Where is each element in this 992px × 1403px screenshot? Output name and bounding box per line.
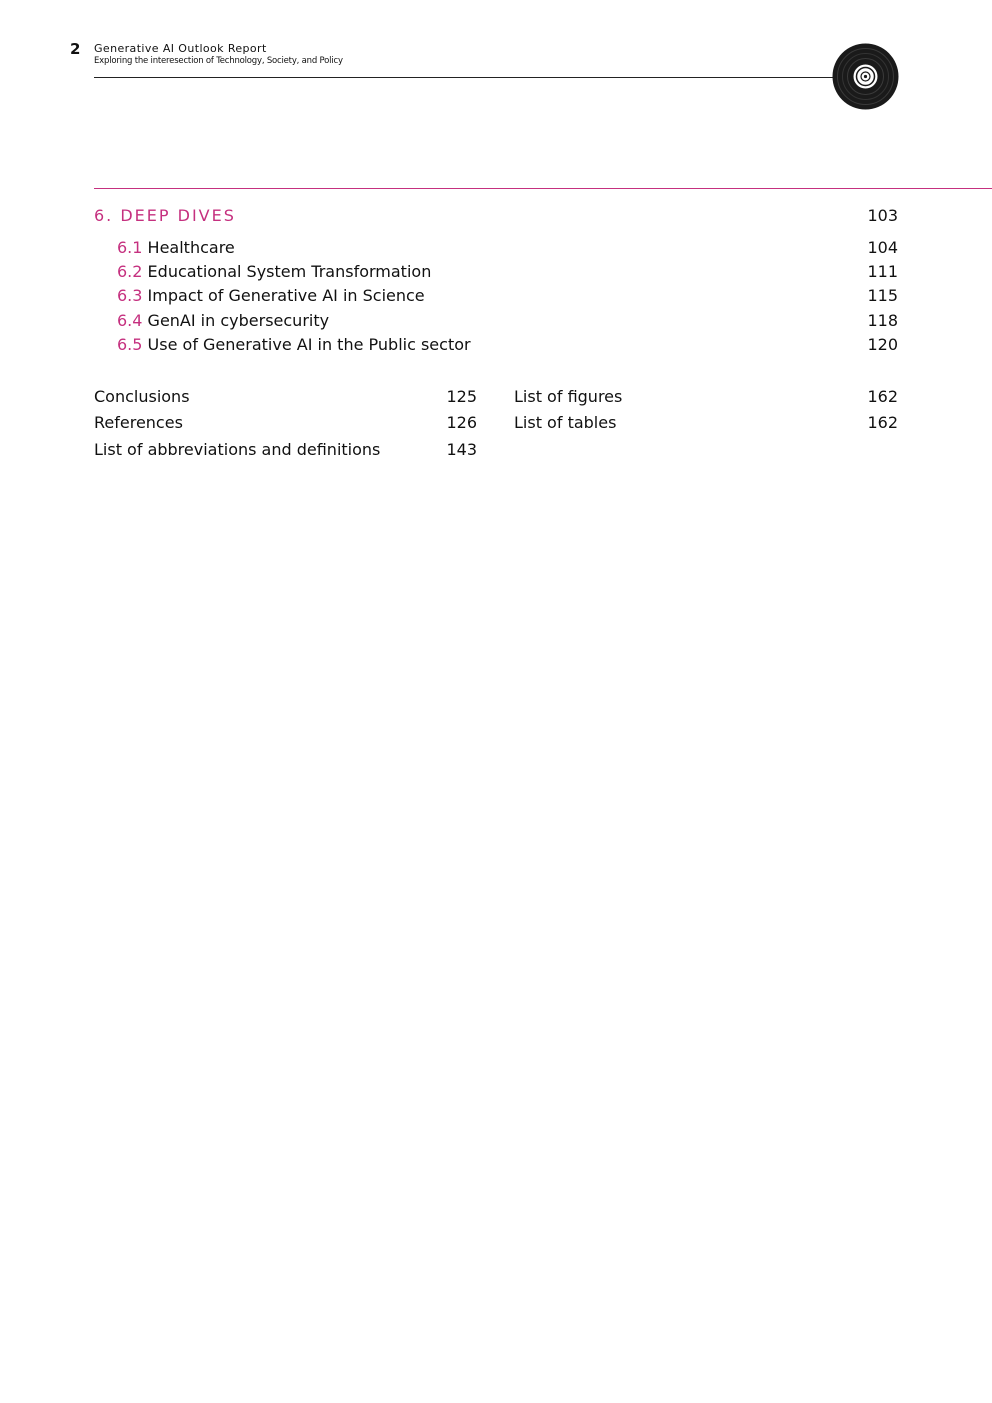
toc-entry-title: Impact of Generative AI in Science xyxy=(147,286,425,305)
toc-entry-number: 6.1 xyxy=(117,238,143,257)
toc-entry-page: 115 xyxy=(867,286,898,305)
toc-entry-list-of-tables[interactable]: List of tables xyxy=(514,413,617,432)
toc-entry-page: 125 xyxy=(446,387,477,406)
toc-entry-science[interactable] xyxy=(117,286,425,306)
toc-chapter-title[interactable]: 6. DEEP DIVES xyxy=(94,206,236,225)
report-subtitle: Exploring the interesection of Technology, Society, and Policy xyxy=(94,56,343,66)
header-divider xyxy=(94,77,834,78)
toc-entry-number: 6.3 xyxy=(117,286,143,305)
page-number: 2 xyxy=(70,40,81,58)
toc-entry-page: 120 xyxy=(867,335,898,354)
toc-entry-conclusions[interactable]: Conclusions xyxy=(94,387,190,406)
report-title: Generative AI Outlook Report xyxy=(94,42,267,55)
toc-entry-title: Use of Generative AI in the Public sector xyxy=(147,335,471,354)
vinyl-disc-icon xyxy=(832,43,899,110)
toc-entry-page: 118 xyxy=(867,311,898,330)
toc-entry-title: Educational System Transformation xyxy=(147,262,432,281)
toc-entry-abbreviations[interactable]: List of abbreviations and definitions xyxy=(94,440,381,459)
toc-entry-title: GenAI in cybersecurity xyxy=(147,311,330,330)
toc-chapter-page: 103 xyxy=(867,206,898,225)
toc-entry-number: 6.4 xyxy=(117,311,143,330)
toc-entry-public-sector[interactable] xyxy=(117,335,471,355)
chapter-divider xyxy=(94,188,992,189)
toc-entry-education[interactable] xyxy=(117,262,431,282)
toc-entry-page: 126 xyxy=(446,413,477,432)
toc-entry-healthcare[interactable] xyxy=(117,238,235,258)
toc-entry-title: Healthcare xyxy=(147,238,235,257)
toc-entry-page: 111 xyxy=(867,262,898,281)
toc-entry-number: 6.5 xyxy=(117,335,143,354)
toc-entry-page: 162 xyxy=(867,413,898,432)
toc-entry-references[interactable]: References xyxy=(94,413,183,432)
toc-entry-number: 6.2 xyxy=(117,262,143,281)
toc-entry-page: 162 xyxy=(867,387,898,406)
toc-entry-page: 143 xyxy=(446,440,477,459)
toc-entry-page: 104 xyxy=(867,238,898,257)
toc-entry-list-of-figures[interactable]: List of figures xyxy=(514,387,623,406)
toc-entry-cybersecurity[interactable] xyxy=(117,311,329,331)
